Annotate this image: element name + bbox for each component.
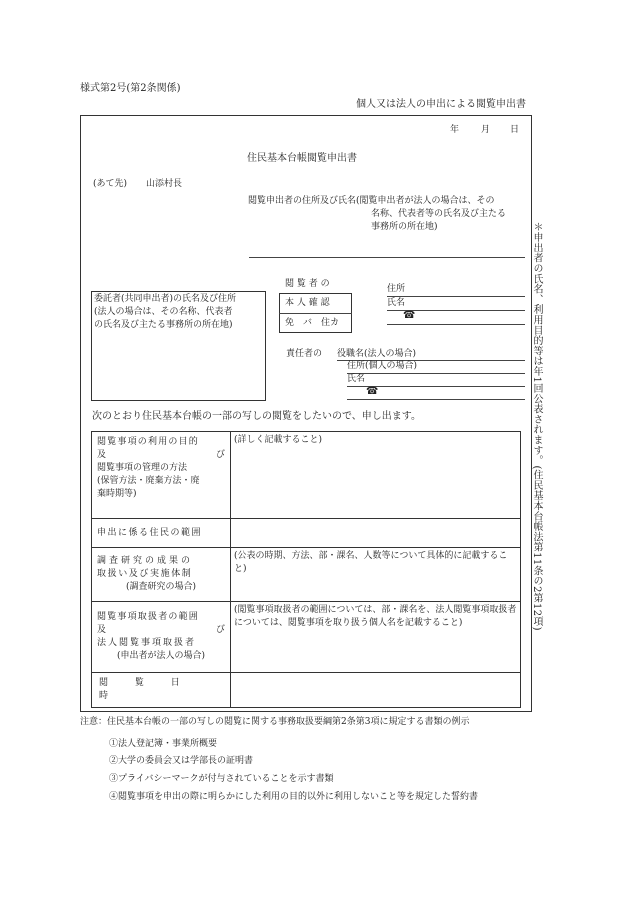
date-day: 日 bbox=[510, 125, 520, 135]
table-row-handlers bbox=[92, 602, 521, 673]
request-statement: 次のとおり住民基本台帳の一部の写しの閲覧をしたいので、申し出ます。 bbox=[92, 411, 421, 422]
purpose-label-line2 bbox=[97, 449, 225, 462]
side-note: ＊申出者の氏名、利用目的等は年1回公表されます。(住民基本台帳法第11条の2第12項) bbox=[531, 222, 542, 631]
consignor-label-2: (法人の場合は、その名称、代表者 bbox=[94, 307, 233, 317]
purpose-label-line1: 閲覧事項の利用の目的 bbox=[97, 437, 200, 447]
purpose-label-and: 及 bbox=[97, 450, 107, 460]
addressee-name: 山添村長 bbox=[146, 179, 183, 189]
viewer-address-line[interactable] bbox=[387, 296, 525, 297]
applicant-label-2: 名称、代表者等の氏名及び主たる bbox=[371, 209, 507, 219]
addressee-label: (あて先) bbox=[93, 179, 128, 189]
form-title: 住民基本台帳閲覧申出書 bbox=[247, 153, 357, 164]
purpose-hint: (詳しく記載すること) bbox=[234, 435, 323, 445]
note-item-2: ②大学の委員会又は学部長の証明書 bbox=[109, 756, 254, 766]
note-item-3: ③プライバシーマークが付与されていることを示す書類 bbox=[109, 774, 334, 784]
handlers-label-line3: 法人閲覧事項取扱者 bbox=[97, 638, 197, 648]
form-number: 様式第2号(第2条関係) bbox=[80, 83, 181, 94]
table-row-research bbox=[92, 548, 521, 602]
applicant-label-1: 閲覧申出者の住所及び氏名(閲覧申出者が法人の場合は、その bbox=[248, 196, 495, 206]
consignor-label-3: の氏名及び主たる事務所の所在地) bbox=[94, 320, 233, 330]
research-label-line2: 取扱い及び実施体制 bbox=[97, 569, 193, 579]
identity-divider bbox=[279, 313, 352, 314]
purpose-label bbox=[92, 432, 231, 519]
viewer-name-label: 氏名 bbox=[387, 298, 406, 308]
scope-label bbox=[92, 519, 231, 548]
table-row-purpose bbox=[92, 432, 521, 519]
notes-header: 注意：住民基本台帳の一部の写しの閲覧に関する事務取扱要綱第2条第3項に規定する書類の例示 bbox=[80, 717, 470, 727]
research-label-line3: (調査研究の場合) bbox=[125, 582, 197, 592]
datetime-label bbox=[92, 673, 231, 708]
research-input[interactable] bbox=[231, 548, 521, 602]
purpose-label-line5: 棄時期等) bbox=[97, 489, 137, 499]
purpose-label-line3: 閲覧事項の管理の方法 bbox=[97, 463, 188, 473]
table-row-scope bbox=[92, 519, 521, 548]
date-month: 月 bbox=[481, 125, 491, 135]
handlers-label-line4: (申出者が法人の場合) bbox=[116, 651, 206, 661]
date-year: 年 bbox=[450, 125, 460, 135]
research-hint: (公表の時期、方法、部・課名、人数等について具体的に記載すること) bbox=[234, 551, 508, 574]
applicant-entry-line[interactable] bbox=[249, 257, 525, 258]
scope-label-text: 申出に係る住民の範囲 bbox=[97, 527, 203, 538]
datetime-input[interactable] bbox=[231, 673, 521, 708]
identity-label: 本 人 確 認 bbox=[285, 298, 330, 308]
handlers-label-line2 bbox=[97, 624, 225, 637]
research-label-line1: 調査研究の成果の bbox=[97, 556, 194, 566]
handlers-label-and: 及 bbox=[97, 625, 107, 635]
handlers-input[interactable] bbox=[231, 602, 521, 673]
responsible-phone-line[interactable] bbox=[347, 399, 525, 400]
purpose-label-bi: び bbox=[215, 450, 225, 460]
note-item-1: ①法人登記簿・事業所概要 bbox=[109, 739, 218, 749]
responsible-address-line[interactable] bbox=[347, 373, 525, 374]
handlers-label bbox=[92, 602, 231, 673]
table-row-datetime bbox=[92, 673, 521, 708]
responsible-name-label: 氏名 bbox=[347, 374, 366, 384]
responsible-position-label: 役職名(法人の場合) bbox=[337, 349, 417, 359]
form-subtitle: 個人又は法人の申出による閲覧申出書 bbox=[356, 99, 526, 110]
request-table bbox=[91, 431, 521, 708]
responsible-label: 責任者の bbox=[286, 349, 323, 359]
note-item-4: ④閲覧事項を申出の際に明らかにした利用の目的以外に利用しないこと等を規定した誓約書 bbox=[109, 792, 479, 802]
viewer-phone-icon: ☎ bbox=[403, 310, 416, 321]
responsible-phone-icon: ☎ bbox=[366, 386, 379, 397]
identity-methods[interactable]: 免 バ 住カ bbox=[285, 318, 340, 328]
datetime-label-text: 閲 覧 日 時 bbox=[99, 678, 192, 701]
handlers-hint: (閲覧事項取扱者の範囲については、部・課名を、法人閲覧事項取扱者については、閲覧事項を取り扱う個人名を記載すること) bbox=[234, 605, 517, 628]
handlers-label-line1: 閲覧事項取扱者の範囲 bbox=[97, 612, 200, 622]
viewer-address-label: 住所 bbox=[387, 284, 406, 294]
applicant-label-3: 事務所の所在地) bbox=[371, 222, 438, 232]
responsible-address-label: 住所(個人の場合) bbox=[347, 361, 418, 371]
handlers-label-bi: び bbox=[215, 625, 225, 635]
consignor-label-1: 委託者(共同申出者)の氏名及び住所 bbox=[94, 294, 237, 304]
scope-input[interactable] bbox=[231, 519, 521, 548]
viewer-phone-line[interactable] bbox=[387, 324, 525, 325]
research-label bbox=[92, 548, 231, 602]
purpose-label-line4: (保管方法・廃棄方法・廃 bbox=[97, 476, 200, 486]
viewer-header: 閲 覧 者 の bbox=[285, 279, 330, 289]
purpose-input[interactable] bbox=[231, 432, 521, 519]
